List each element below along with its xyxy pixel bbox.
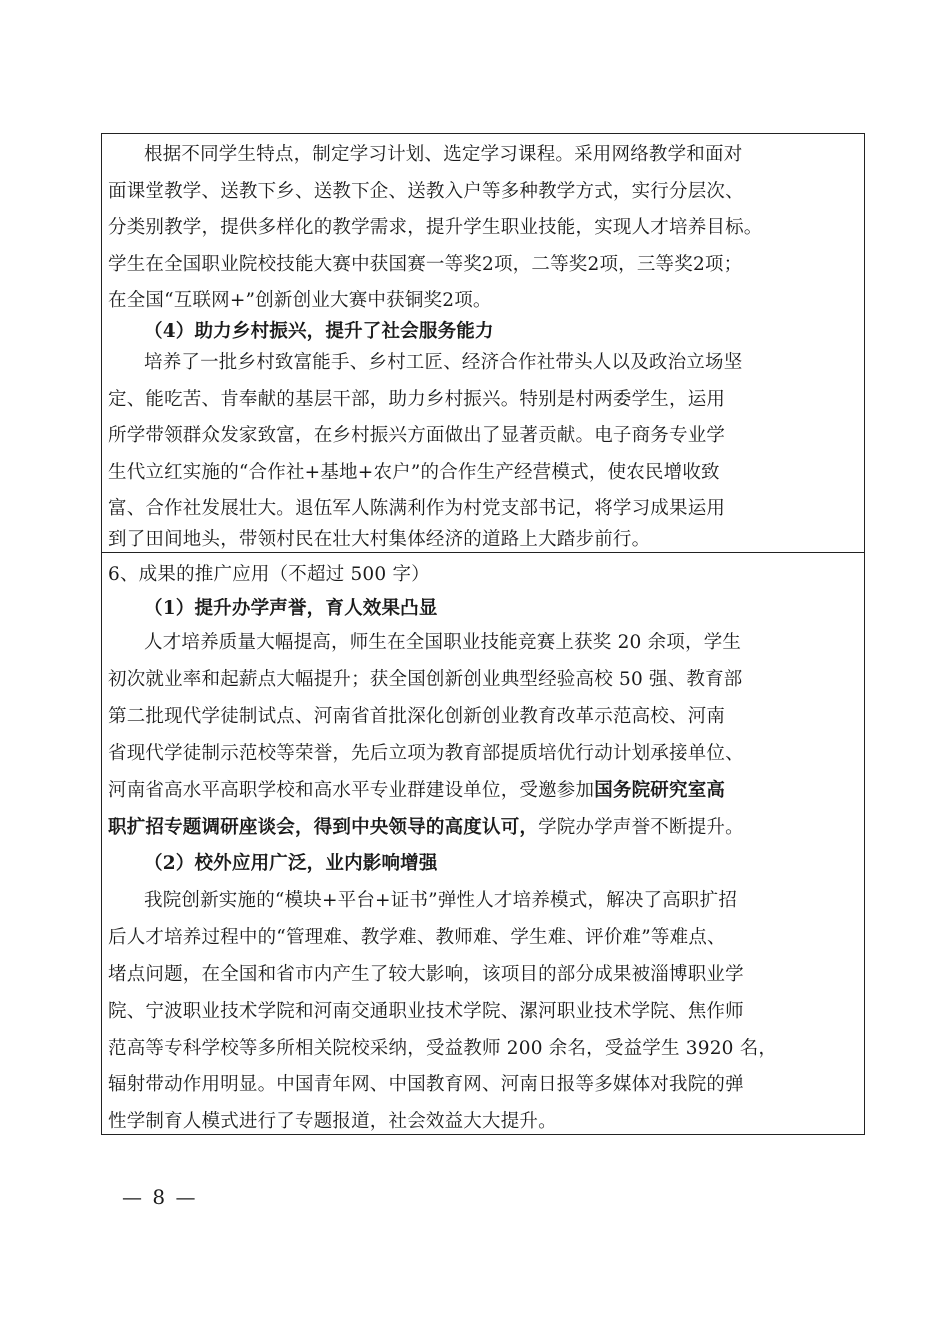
paragraph-line: 第二批现代学徒制试点、河南省首批深化创新创业教育改革示范高校、河南: [108, 706, 726, 727]
paragraph-line: 省现代学徒制示范校等荣誉，先后立项为教育部提质培优行动计划承接单位、: [108, 743, 744, 764]
paragraph-line: 辐射带动作用明显。中国青年网、中国教育网、河南日报等多媒体对我院的弹: [108, 1074, 744, 1095]
paragraph-line: 根据不同学生特点，制定学习计划、选定学习课程。采用网络教学和面对: [144, 144, 743, 165]
paragraph-line: 人才培养质量大幅提高，师生在全国职业技能竞赛上获奖 20 余项，学生: [144, 632, 742, 653]
paragraph-line: [108, 773, 858, 810]
content-table: [101, 133, 865, 1135]
paragraph-line: 我院创新实施的“模块+平台+证书”弹性人才培养模式，解决了高职扩招: [144, 890, 738, 911]
paragraph-line: 分类别教学，提供多样化的教学需求，提升学生职业技能，实现人才培养目标。: [108, 217, 763, 238]
bold-text-run: 国务院研究室高: [594, 780, 726, 801]
paragraph-line: 堵点问题，在全国和省市内产生了较大影响，该项目的部分成果被淄博职业学: [108, 964, 744, 985]
paragraph-line: 定、能吃苦、肯奉献的基层干部，助力乡村振兴。特别是村两委学生，运用: [108, 388, 726, 410]
paragraph-line: 培养了一批乡村致富能手、乡村工匠、经济合作社带头人以及政治立场坚: [144, 352, 743, 373]
paragraph-line: 初次就业率和起薪点大幅提升；获全国创新创业典型经验高校 50 强、教育部: [108, 669, 743, 690]
bold-text-run: 职扩招专题调研座谈会，得到中央领导的高度认可，: [108, 817, 539, 838]
section-title: 6、成果的推广应用（不超过 500 字）: [108, 564, 430, 585]
paragraph-line: 到了田间地头，带领村民在壮大村集体经济的道路上大踏步前行。: [108, 529, 651, 550]
paragraph-line: [108, 810, 858, 847]
paragraph-line: 富、合作社发展壮大。退伍军人陈满利作为村党支部书记，将学习成果运用: [108, 498, 726, 519]
paragraph-line: 性学制育人模式进行了专题报道，社会效益大大提升。: [108, 1111, 557, 1132]
table-cell-promotion: [102, 553, 864, 1134]
text-run: 河南省高水平高职学校和高水平专业群建设单位，受邀参加: [108, 780, 595, 801]
paragraph-line: 所学带领群众发家致富，在乡村振兴方面做出了显著贡献。电子商务专业学: [108, 425, 726, 446]
subheading-external-application: （2）校外应用广泛，业内影响增强: [144, 853, 438, 874]
subheading-reputation: （1）提升办学声誉，育人效果凸显: [144, 598, 438, 619]
paragraph-line: 学生在全国职业院校技能大赛中获国赛一等奖2项，二等奖2项，三等奖2项；: [108, 253, 743, 275]
paragraph-line: 范高等专科学校等多所相关院校采纳，受益教师 200 余名，受益学生 3920 名，: [108, 1038, 778, 1059]
paragraph-line: 院、宁波职业技术学院和河南交通职业技术学院、漯河职业技术学院、焦作师: [108, 1001, 744, 1022]
paragraph-line: 在全国“互联网+”创新创业大赛中获铜奖2项。: [108, 290, 492, 311]
paragraph-line: 面课堂教学、送教下乡、送教下企、送教入户等多种教学方式，实行分层次、: [108, 180, 744, 202]
text-run: 学院办学声誉不断提升。: [538, 817, 744, 838]
paragraph-line: 生代立红实施的“合作社+基地+农户”的合作生产经营模式，使农民增收致: [108, 461, 720, 483]
page-number: — 8 —: [122, 1185, 198, 1209]
subheading-rural-revitalization: （4）助力乡村振兴，提升了社会服务能力: [144, 321, 494, 342]
table-cell-achievements: [102, 134, 864, 553]
paragraph-line: 后人才培养过程中的“管理难、教学难、教师难、学生难、评价难”等难点、: [108, 927, 726, 948]
